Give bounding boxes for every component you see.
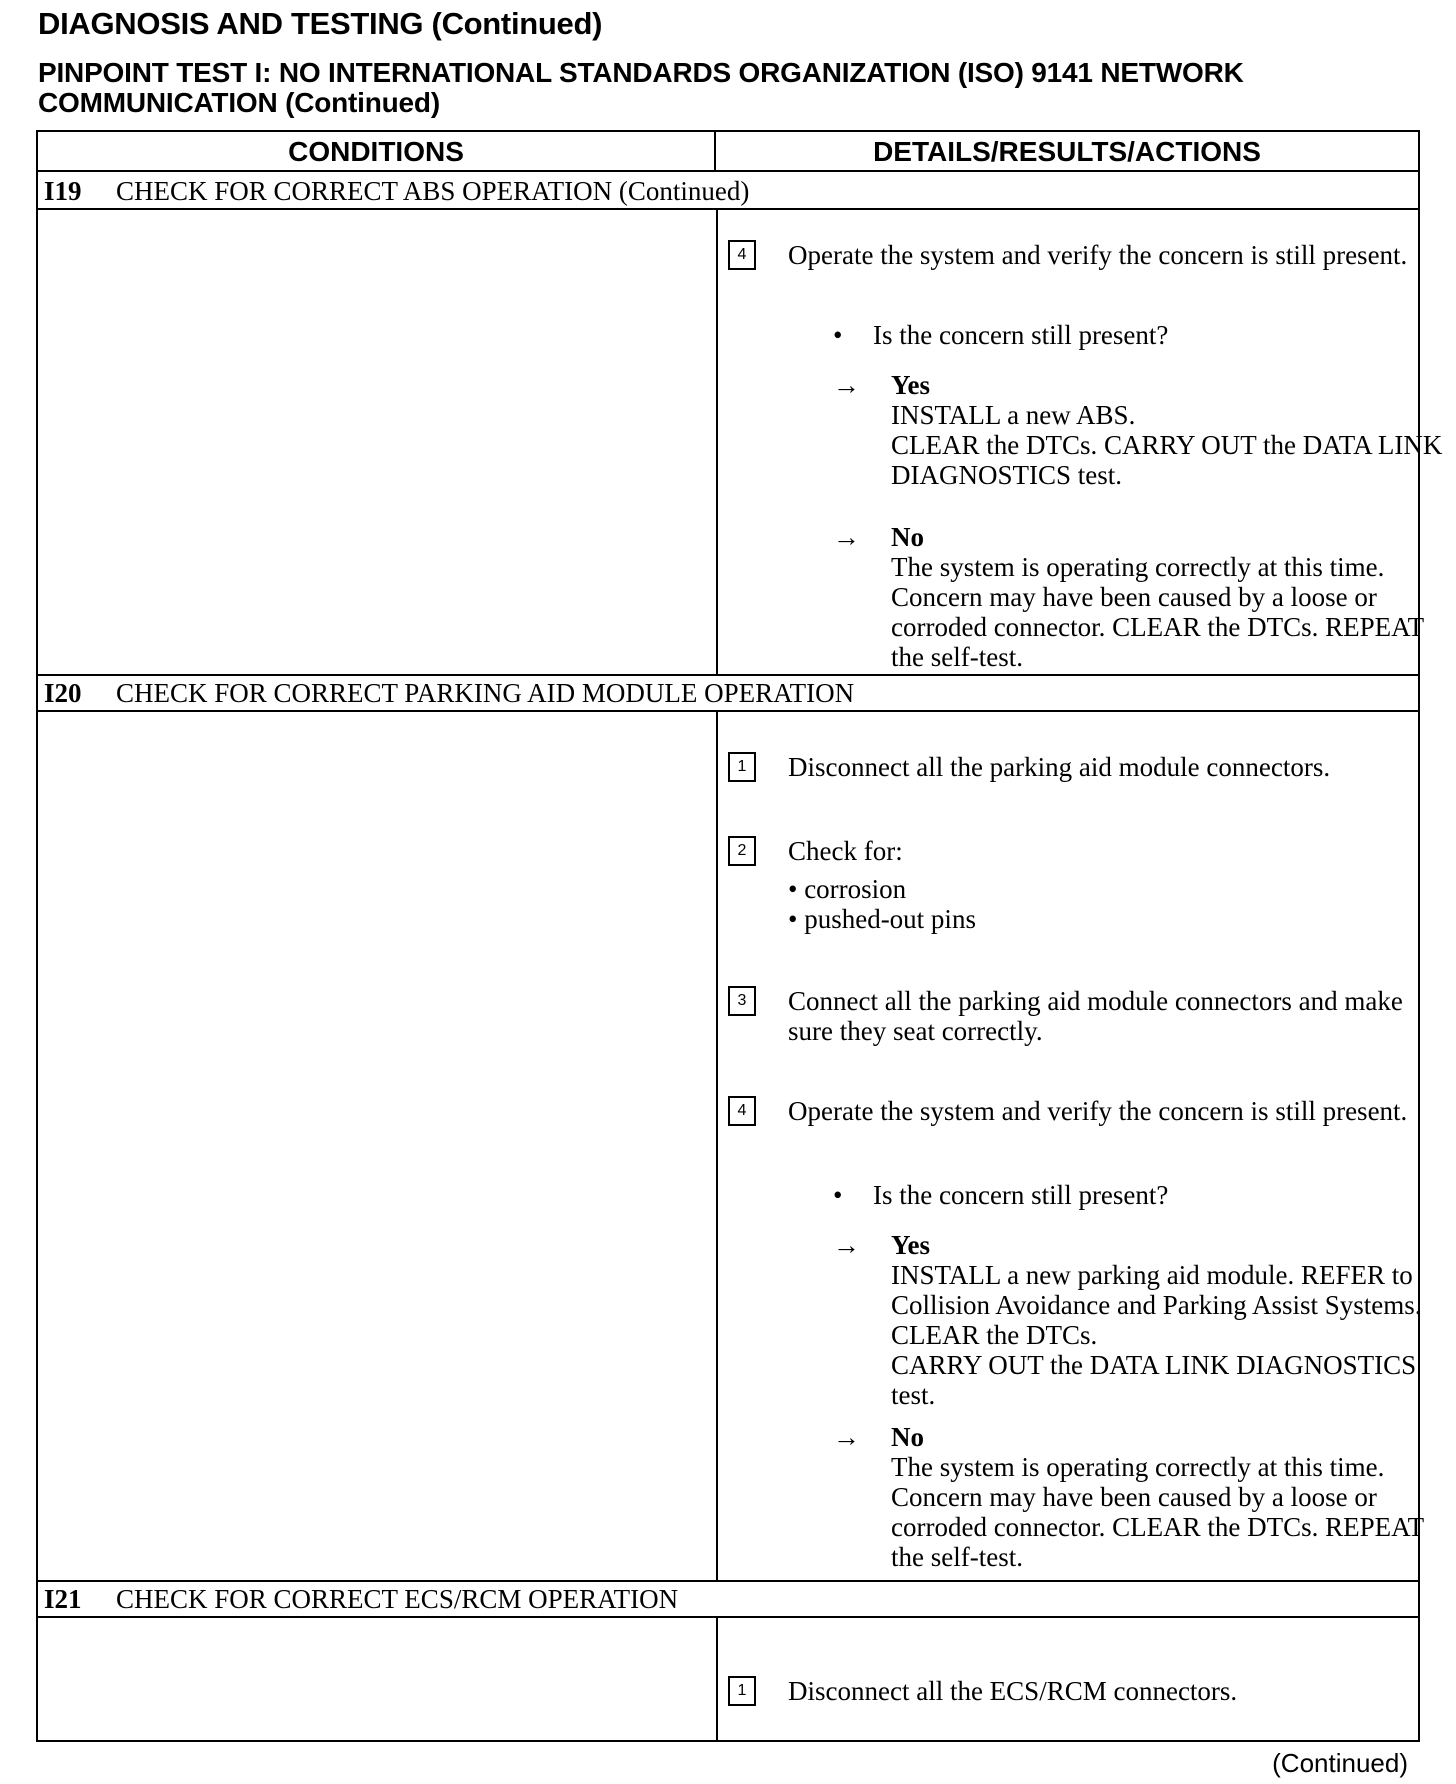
step-text: Disconnect all the parking aid module connectors. <box>788 752 1331 782</box>
yes-label: Yes <box>891 1230 930 1260</box>
step-title: CHECK FOR CORRECT PARKING AID MODULE OPERATION <box>116 678 855 708</box>
question-text: Is the concern still present? <box>873 320 1169 350</box>
i19-details <box>38 210 1443 674</box>
step-row-i21 <box>38 1580 1418 1618</box>
step-number: I21 <box>44 1584 82 1614</box>
conditions-header: CONDITIONS <box>38 132 716 172</box>
yes-result <box>833 1230 1453 1410</box>
step-box: 2 <box>728 836 756 866</box>
step-row-i19 <box>38 172 1418 210</box>
arrow-icon: → <box>833 1230 860 1260</box>
yes-result <box>833 370 1453 490</box>
no-result <box>833 522 1453 672</box>
no-label: No <box>891 1422 924 1452</box>
yes-label: Yes <box>891 370 930 400</box>
step-text: Operate the system and verify the concern is still present. <box>788 1096 1408 1126</box>
step-box: 4 <box>728 1096 756 1126</box>
step-title: CHECK FOR CORRECT ECS/RCM OPERATION <box>116 1584 679 1614</box>
step-number: I20 <box>44 678 82 708</box>
i20-details <box>38 712 1424 1580</box>
no-action: The system is operating correctly at this time. Concern may have been caused by a loose or corroded connector. CLEAR the DTCs. REPEAT the self-test. <box>891 1452 1424 1572</box>
list-item: • pushed-out pins <box>788 904 976 934</box>
yes-action: INSTALL a new parking aid module. REFER to Collision Avoidance and Parking Assist Systems. CLEAR the DTCs. <box>891 1260 1422 1350</box>
step-text: Disconnect all the ECS/RCM connectors. <box>788 1676 1238 1706</box>
details-header: DETAILS/RESULTS/ACTIONS <box>716 132 1418 172</box>
step-box: 1 <box>728 752 756 782</box>
arrow-icon: → <box>833 370 860 400</box>
step-item <box>728 1096 1418 1156</box>
no-result <box>833 1422 1453 1572</box>
yes-action: CLEAR the DTCs. CARRY OUT the DATA LINK DIAGNOSTICS test. <box>891 430 1443 490</box>
list-item: • corrosion <box>788 874 907 904</box>
step-number: I19 <box>44 176 82 206</box>
no-label: No <box>891 522 924 552</box>
step-row-i20 <box>38 674 1418 712</box>
pinpoint-table <box>36 130 1443 1742</box>
step-item <box>728 240 1418 300</box>
arrow-icon: → <box>833 1422 860 1452</box>
i21-details <box>38 1618 1418 1740</box>
step-text: Connect all the parking aid module connectors and make sure they seat correctly. <box>788 986 1403 1046</box>
pinpoint-test-title: PINPOINT TEST I: NO INTERNATIONAL STANDARDS ORGANIZATION (ISO) 9141 NETWORK COMMUNICATION (Continued) <box>38 57 1244 118</box>
bullet-icon: • <box>833 320 843 350</box>
step-title: CHECK FOR CORRECT ABS OPERATION (Continued) <box>116 176 750 206</box>
step-box: 4 <box>728 240 756 270</box>
step-item <box>728 986 1418 1046</box>
arrow-icon: → <box>833 522 860 552</box>
step-item <box>728 1676 1418 1708</box>
yes-action: CARRY OUT the DATA LINK DIAGNOSTICS test. <box>891 1350 1417 1410</box>
no-action: The system is operating correctly at this time. Concern may have been caused by a loose or corroded connector. CLEAR the DTCs. REPEAT the self-test. <box>891 552 1424 672</box>
step-text: Check for: <box>788 836 903 866</box>
step-box: 3 <box>728 986 756 1016</box>
check-list <box>788 874 976 934</box>
bullet-icon: • <box>833 1180 843 1210</box>
continued-label: (Continued) <box>1272 1748 1408 1778</box>
section-title: DIAGNOSIS AND TESTING (Continued) <box>38 6 603 41</box>
question-text: Is the concern still present? <box>873 1180 1169 1210</box>
step-text: Operate the system and verify the concern is still present. <box>788 240 1408 270</box>
step-item <box>728 752 1418 784</box>
step-box: 1 <box>728 1676 756 1706</box>
step-item <box>728 836 1418 868</box>
yes-action: INSTALL a new ABS. <box>891 400 1136 430</box>
